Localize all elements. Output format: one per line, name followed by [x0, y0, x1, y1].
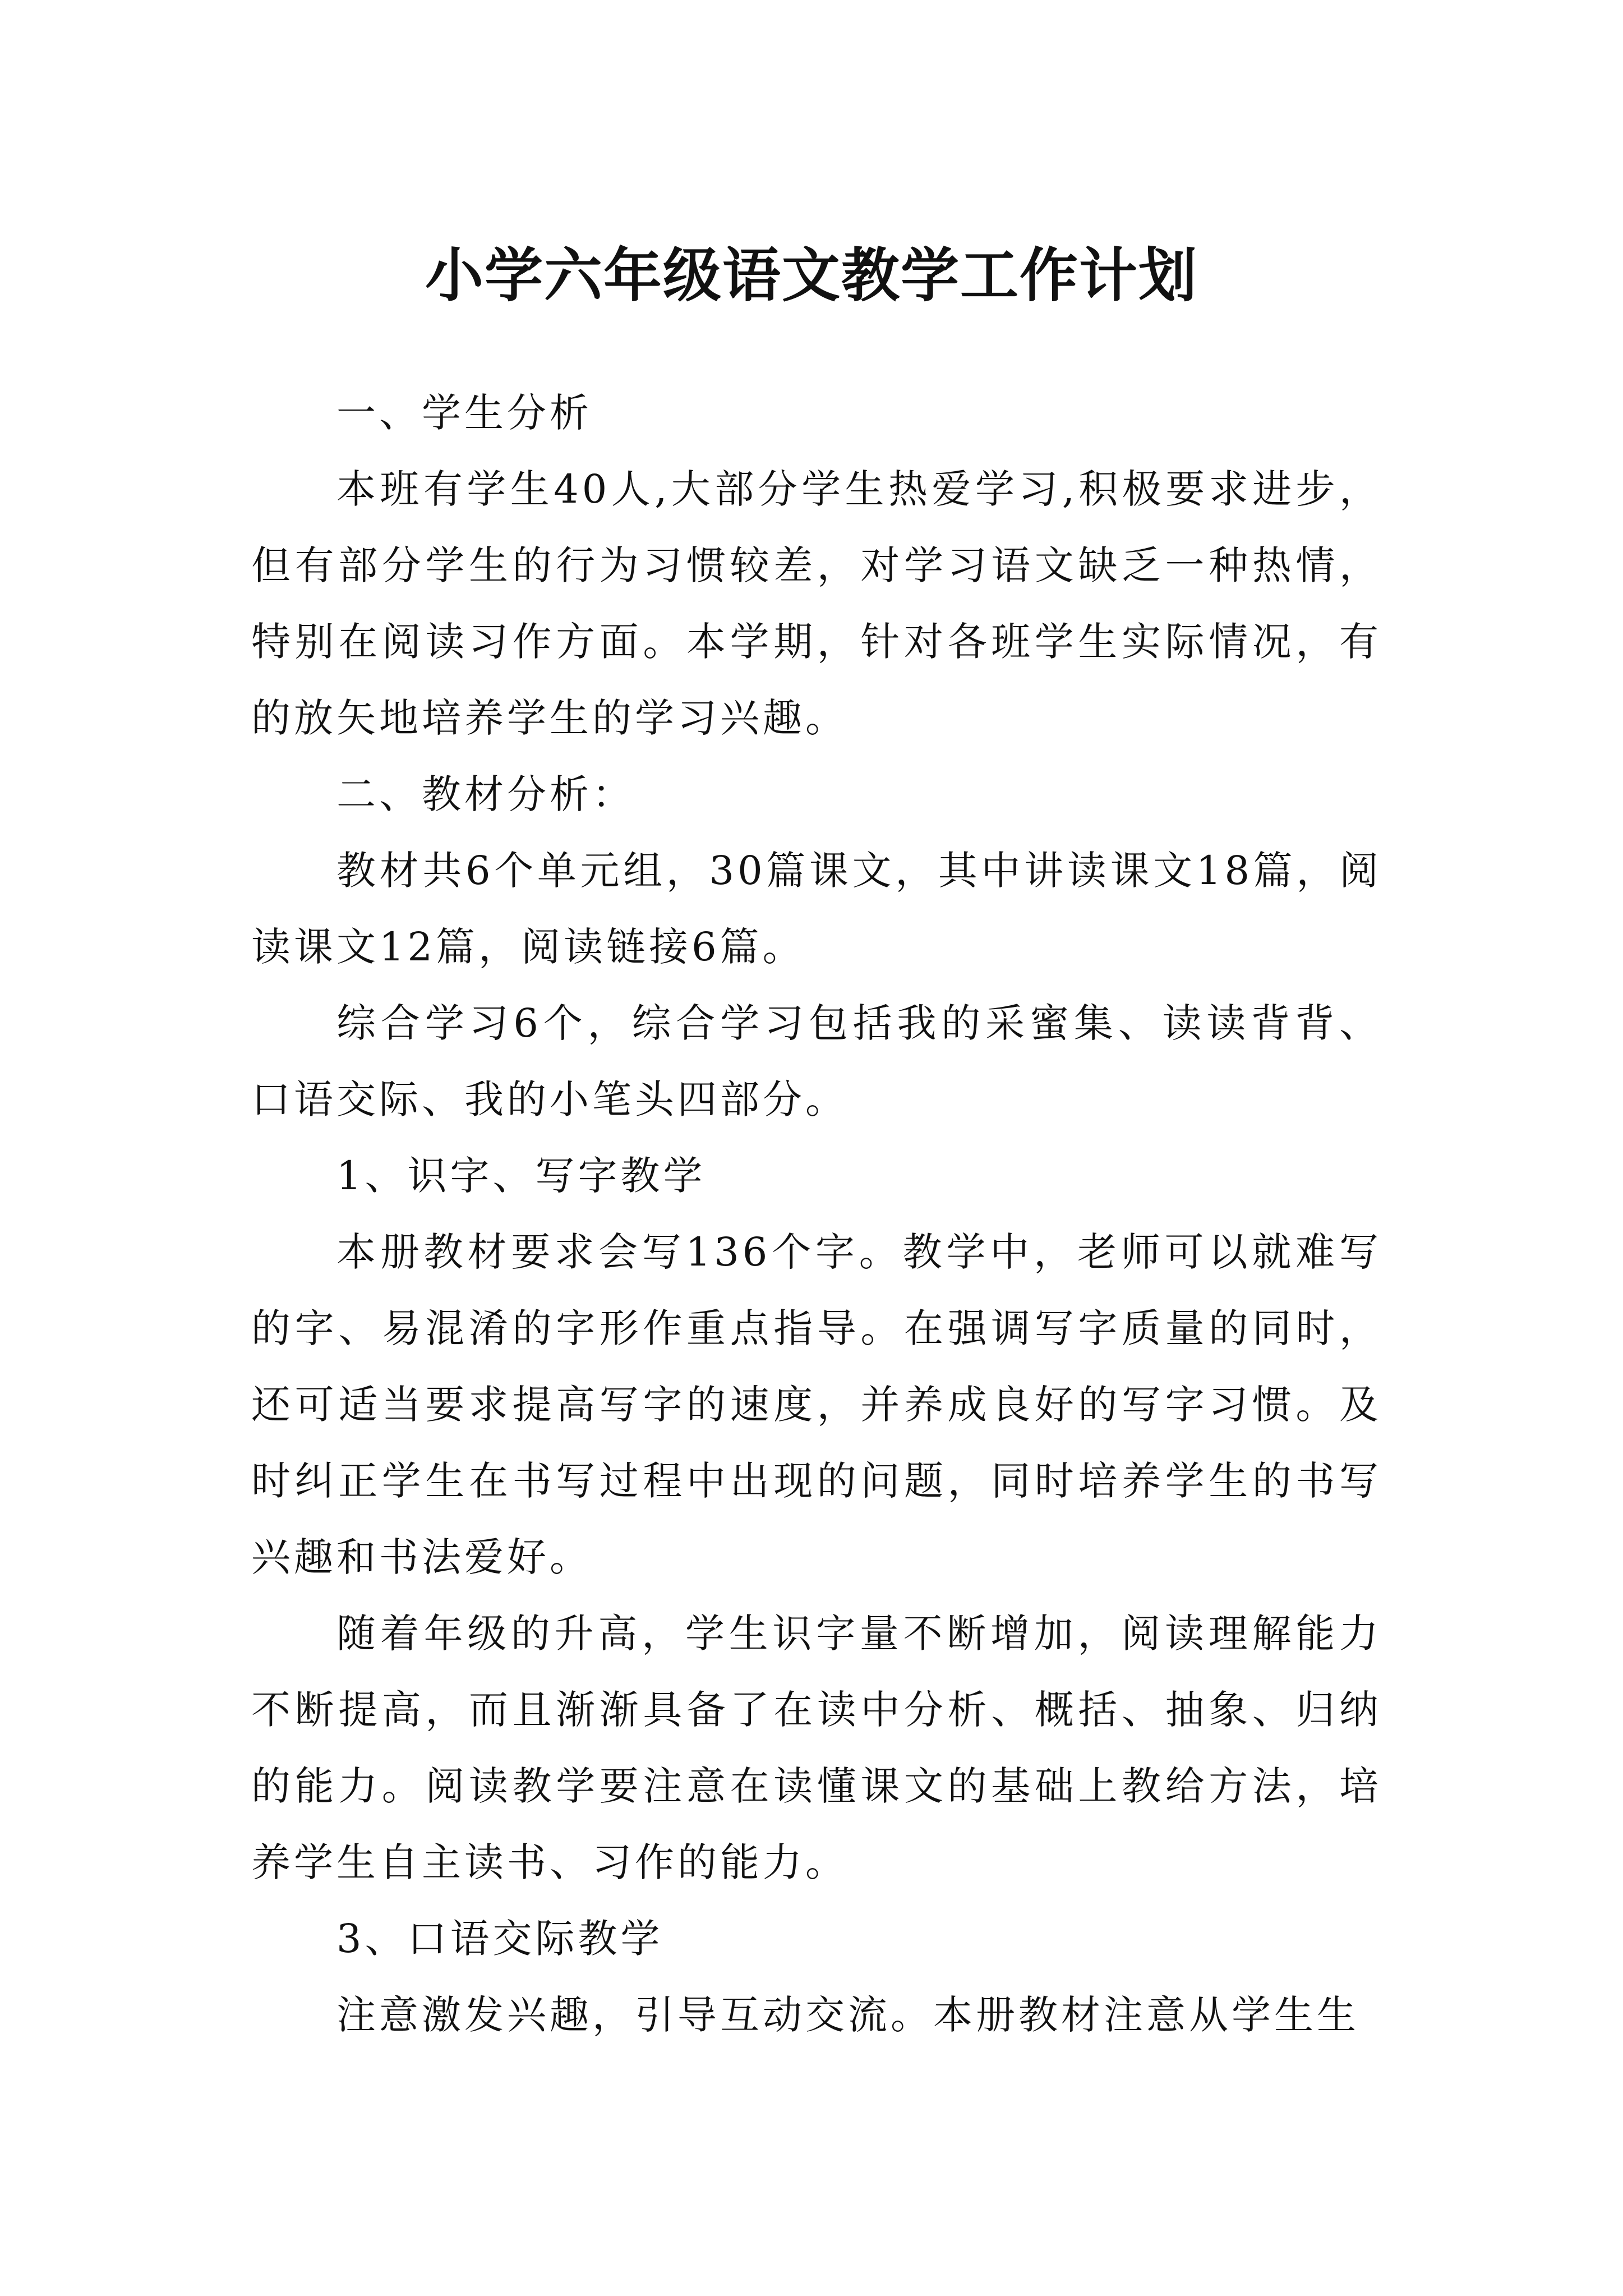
paragraph-oral-communication: 注意激发兴趣，引导互动交流。本册教材注意从学生生 — [336, 1992, 1359, 2038]
section-heading-student-analysis: 一、学生分析 — [336, 390, 592, 436]
document-title: 小学六年级语文教学工作计划 — [425, 240, 1198, 310]
subheading-oral-communication: 3、口语交际教学 — [336, 1916, 663, 1962]
paragraph-textbook-units: 教材共6个单元组，30篇课文，其中讲读课文18篇，阅读课文12篇，阅读链接6篇。 — [251, 848, 1382, 970]
document-body — [251, 375, 1382, 2053]
paragraph-student-analysis: 本班有学生40人,大部分学生热爱学习,积极要求进步，但有部分学生的行为习惯较差，对学习语文缺乏一种热情，特别在阅读习作方面。本学期，针对各班学生实际情况，有的放矢地培养学生的学习兴趣。 — [251, 466, 1382, 741]
subheading-literacy-writing: 1、识字、写字教学 — [336, 1153, 706, 1199]
section-heading-textbook-analysis: 二、教材分析： — [336, 771, 635, 817]
paragraph-literacy-writing: 本册教材要求会写136个字。教学中，老师可以就难写的字、易混淆的字形作重点指导。在强调写字质量的同时，还可适当要求提高写字的速度，并养成良好的写字习惯。及时纠正学生在书写过程中出现的问题，同时培养学生的书写兴趣和书法爱好。 — [251, 1229, 1382, 1580]
paragraph-reading-ability: 随着年级的升高，学生识字量不断增加，阅读理解能力不断提高，而且渐渐具备了在读中分析、概括、抽象、归纳的能力。阅读教学要注意在读懂课文的基础上教给方法，培养学生自主读书、习作的能力。 — [251, 1611, 1382, 1885]
paragraph-comprehensive-learning: 综合学习6个，综合学习包括我的采蜜集、读读背背、口语交际、我的小笔头四部分。 — [251, 1000, 1382, 1122]
